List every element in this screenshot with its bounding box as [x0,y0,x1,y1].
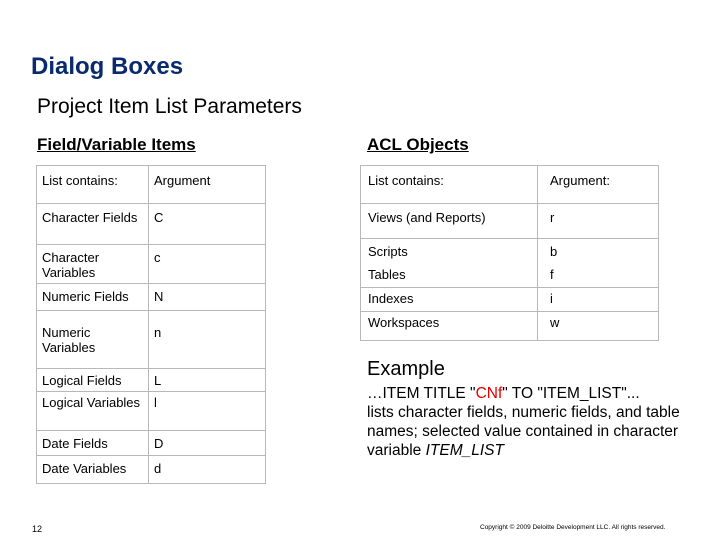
slide-subtitle: Project Item List Parameters [37,95,302,118]
page-number: 12 [32,524,43,534]
example-description: lists character fields, numeric fields, and table names; selected value contained in character variable [367,404,680,459]
table-cell: c [149,245,266,284]
header-cell: List contains: [37,166,149,204]
field-variable-heading: Field/Variable Items [37,135,196,154]
table-row [361,288,659,312]
table-cell: C [149,204,266,245]
example-command-suffix: " TO "ITEM_LIST"... [502,385,640,402]
example-command-highlight: CNf [475,385,503,402]
table-row [37,311,266,369]
field-variable-table [36,165,266,484]
table-cell: Character Variables [37,245,149,284]
table-cell: Date Variables [37,456,149,484]
table-cell: Views (and Reports) [361,204,538,239]
table-cell: w [538,312,659,341]
example-command-prefix: …ITEM TITLE " [367,385,476,402]
table-cell: Character Fields [37,204,149,245]
header-cell: Argument [149,166,266,204]
table-row [37,392,266,431]
table-cell: i [538,288,659,312]
header-cell: List contains: [361,166,538,204]
slide-title: Dialog Boxes [31,53,184,80]
table-row [37,284,266,311]
table-row [361,204,659,239]
example-heading: Example [367,358,445,380]
table-row [361,239,659,265]
table-cell: Tables [361,264,538,288]
table-cell: d [149,456,266,484]
table-cell: Workspaces [361,312,538,341]
table-cell: Indexes [361,288,538,312]
table-cell: f [538,264,659,288]
table-cell: Numeric Fields [37,284,149,311]
example-text [367,384,707,460]
acl-objects-heading: ACL Objects [367,135,469,154]
table-cell: Logical Variables [37,392,149,431]
table-header-row [37,166,266,204]
table-row [37,456,266,484]
table-row [361,264,659,288]
table-cell: Logical Fields [37,369,149,392]
acl-objects-table [360,165,659,341]
table-cell: r [538,204,659,239]
table-cell: Numeric Variables [37,311,149,369]
header-cell: Argument: [538,166,659,204]
table-header-row [361,166,659,204]
table-row [37,204,266,245]
table-row [37,431,266,456]
table-cell: Scripts [361,239,538,265]
table-row [37,245,266,284]
table-cell: Date Fields [37,431,149,456]
copyright-notice: Copyright © 2009 Deloitte Development LLC. All rights reserved. [480,524,666,531]
table-cell: D [149,431,266,456]
table-row [37,369,266,392]
table-cell: l [149,392,266,431]
table-cell: N [149,284,266,311]
table-cell: L [149,369,266,392]
table-row [361,312,659,341]
table-cell: n [149,311,266,369]
table-cell: b [538,239,659,265]
example-variable-name: ITEM_LIST [425,442,504,459]
